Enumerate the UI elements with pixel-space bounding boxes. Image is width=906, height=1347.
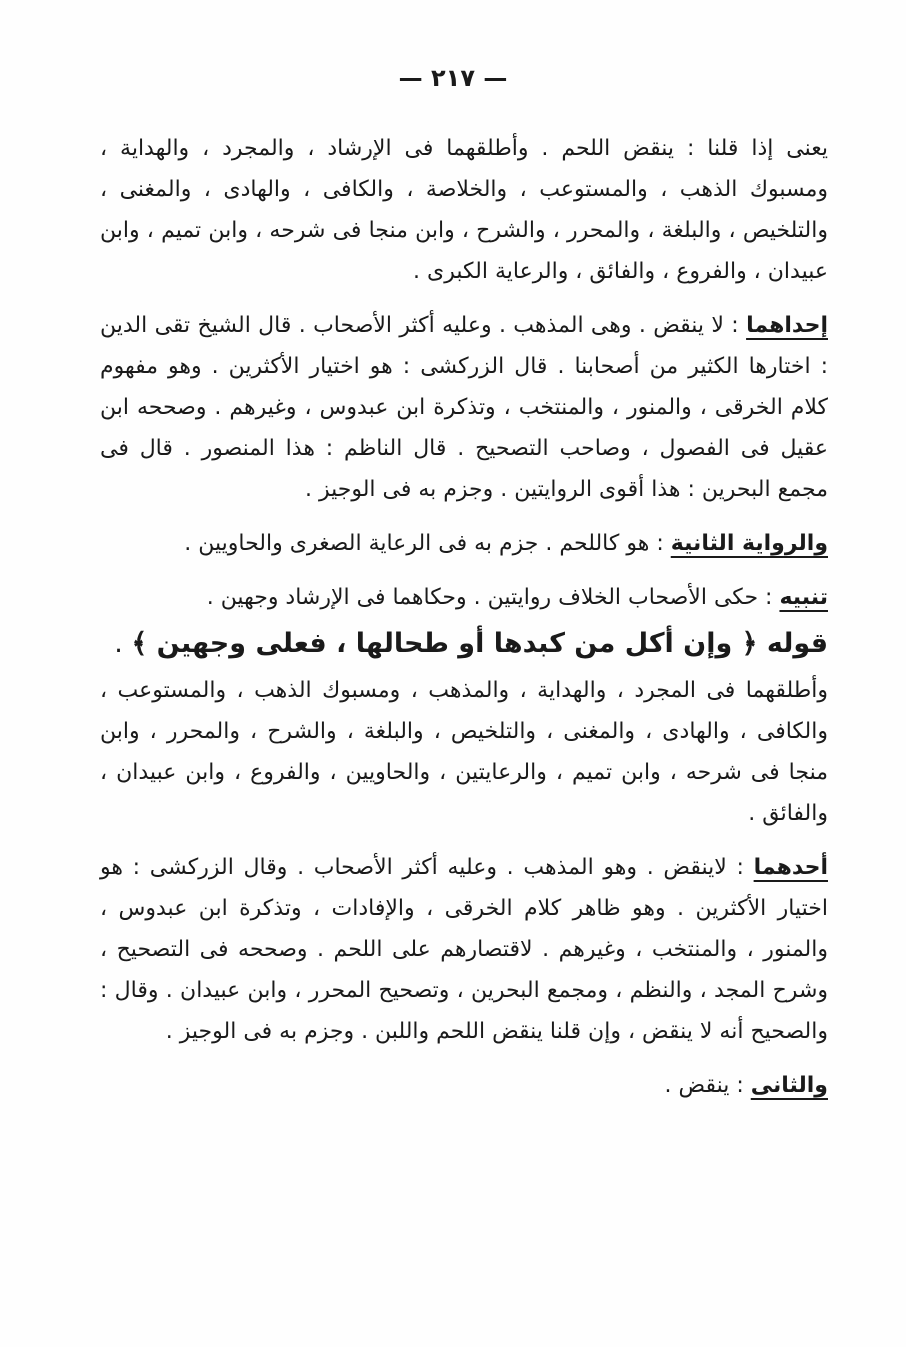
paragraph-3-heading: والرواية الثانية bbox=[670, 531, 828, 556]
paragraph-8-text: : ينقض . bbox=[664, 1073, 751, 1098]
paragraph-6: وأطلقهما فى المجرد ، والهداية ، والمذهب ، ومسبوك الذهب ، والمستوعب ، والكافى ، والهادى ، والمغنى ، والتلخيص ، والبلغة ، والشرح ، والمحرر ، وابن منجا فى شرحه ، وابن تميم ، والرعايتين ، والحاويين ، والفروع ، وابن عبيدان ، والفائق . bbox=[100, 678, 828, 826]
quoted-text: قوله ﴿ وإن أكل من كبدها أو طحالها ، فعلى وجهين ﴾ bbox=[131, 628, 828, 659]
paragraph-2-heading: إحداهما bbox=[746, 313, 828, 338]
paragraph-2 bbox=[100, 305, 828, 510]
page-body bbox=[100, 128, 828, 1106]
paragraph-4-heading: تنبيه bbox=[779, 585, 828, 610]
paragraph-3 bbox=[100, 523, 828, 564]
paragraph-gap bbox=[100, 564, 828, 577]
page-number: — ٢١٧ — bbox=[398, 64, 508, 92]
paragraph-gap bbox=[100, 834, 828, 847]
paragraph-gap bbox=[100, 510, 828, 523]
paragraph-gap bbox=[100, 292, 828, 305]
paragraph-8 bbox=[100, 1065, 828, 1106]
paragraph-gap bbox=[100, 1052, 828, 1065]
paragraph-4 bbox=[100, 577, 828, 618]
paragraph-3-text: : هو كاللحم . جزم به فى الرعاية الصغرى والحاويين . bbox=[184, 531, 671, 556]
paragraph-7 bbox=[100, 847, 828, 1052]
paragraph-7-text: : لاينقض . وهو المذهب . وعليه أكثر الأصحاب . وقال الزركشى : هو اختيار الأكثرين . وهو ظاهر كلام الخرقى ، والإفادات ، وتذكرة ابن عبدوس ، والمنور ، والمنتخب ، وغيرهم . لاقتصارهم على اللحم . وصححه فى التصحيح ، وشرح المجد ، والنظم ، ومجمع البحرين ، وتصحيح المحرر ، وابن عبيدان . وقال : والصحيح أنه لا ينقض ، وإن قلنا ينقض اللحم واللبن . وجزم به فى الوجيز . bbox=[100, 855, 828, 1044]
paragraph-8-heading: والثانى bbox=[750, 1073, 828, 1098]
paragraph-7-heading: أحدهما bbox=[753, 855, 828, 880]
paragraph-4-text: : حكى الأصحاب الخلاف روايتين . وحكاهما فى الإرشاد وجهين . bbox=[206, 585, 780, 610]
paragraph-2-text: : لا ينقض . وهى المذهب . وعليه أكثر الأصحاب . قال الشيخ تقى الدين : اختارها الكثير من أصحابنا . قال الزركشى : هو اختيار الأكثرين . وهو مفهوم كلام الخرقى ، والمنور ، والمنتخب ، وتذكرة ابن عبدوس ، وغيرهم . وصححه ابن عقيل فى الفصول ، وصاحب التصحيح . قال الناظم : هذا المنصور . قال فى مجمع البحرين : هذا أقوى الروايتين . وجزم به فى الوجيز . bbox=[100, 313, 828, 502]
quoted-text-end: . bbox=[114, 628, 132, 659]
quoted-text-line bbox=[100, 618, 828, 670]
paragraph-1: يعنى إذا قلنا : ينقض اللحم . وأطلقهما فى الإرشاد ، والمجرد ، والهداية ، ومسبوك الذهب ، والمستوعب ، والخلاصة ، والكافى ، والهادى ، والمغنى ، والتلخيص ، والبلغة ، والمحرر ، والشرح ، وابن منجا فى شرحه ، وابن تميم ، وابن عبيدان ، والفروع ، والفائق ، والرعاية الكبرى . bbox=[100, 136, 828, 284]
